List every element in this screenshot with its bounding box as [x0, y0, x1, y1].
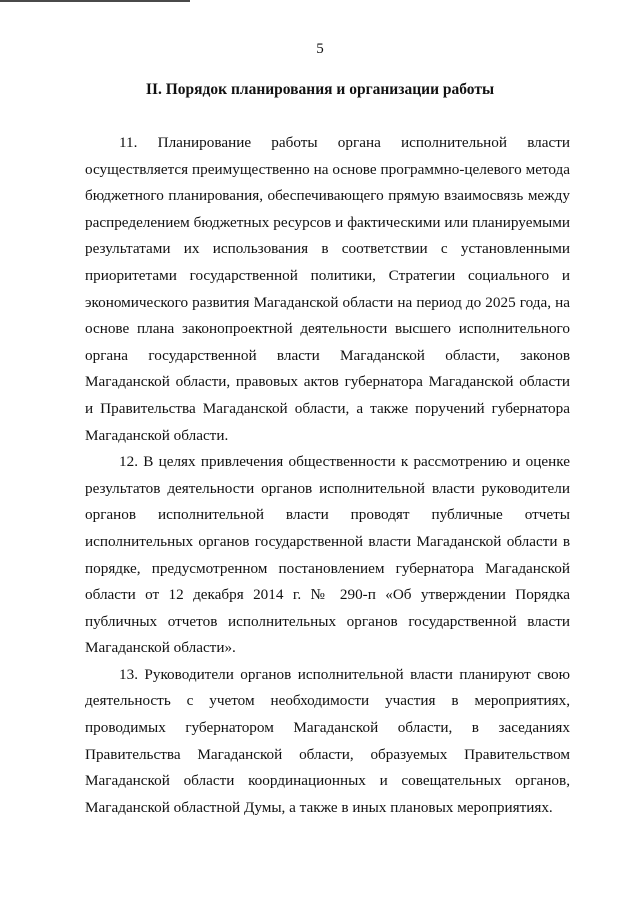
scan-top-rule — [0, 0, 190, 2]
paragraph-13: 13. Руководители органов исполнительной власти планируют свою деятельность с учетом необходимости участия в мероприятиях, проводимых губернатором Магаданской области, в заседаниях Правительства Магаданской области, образуемых Правительством Магаданской области координационных и совещательных органов, Магаданской областной Думы, а также в иных плановых мероприятиях. — [85, 665, 570, 816]
section-title: II. Порядок планирования и организации работы — [145, 81, 495, 98]
paragraph-12: 12. В целях привлечения общественности к рассмотрению и оценке результатов деятельности органов исполнительной власти руководители органов исполнительной власти проводят публичные отчеты исполнительных органов государственной власти Магаданской области в порядке, предусмотренном постановлением губернатора Магаданской области от 12 декабря 2014 г. № 290-п «Об утверждении Порядка публичных отчетов исполнительных органов государственной власти Магаданской области». — [85, 453, 570, 657]
paragraph-11: 11. Планирование работы органа исполнительной власти осуществляется преимущественно на основе программно-целевого метода бюджетного планирования, обеспечивающего прямую взаимосвязь между распределением бюджетных ресурсов и фактическими или планируемыми результатами их использования в соответствии с установленными приоритетами государственной политики, Стратегии социального и экономического развития Магаданской области на период до 2025 года, на основе плана законопроектной деятельности высшего исполнительного органа государственной власти Магаданской области, законов Магаданской области, правовых актов губернатора Магаданской области и Правительства Магаданской области, а также поручений губернатора Магаданской области. — [85, 134, 570, 444]
document-body — [85, 130, 570, 821]
page-number: 5 — [316, 41, 324, 57]
